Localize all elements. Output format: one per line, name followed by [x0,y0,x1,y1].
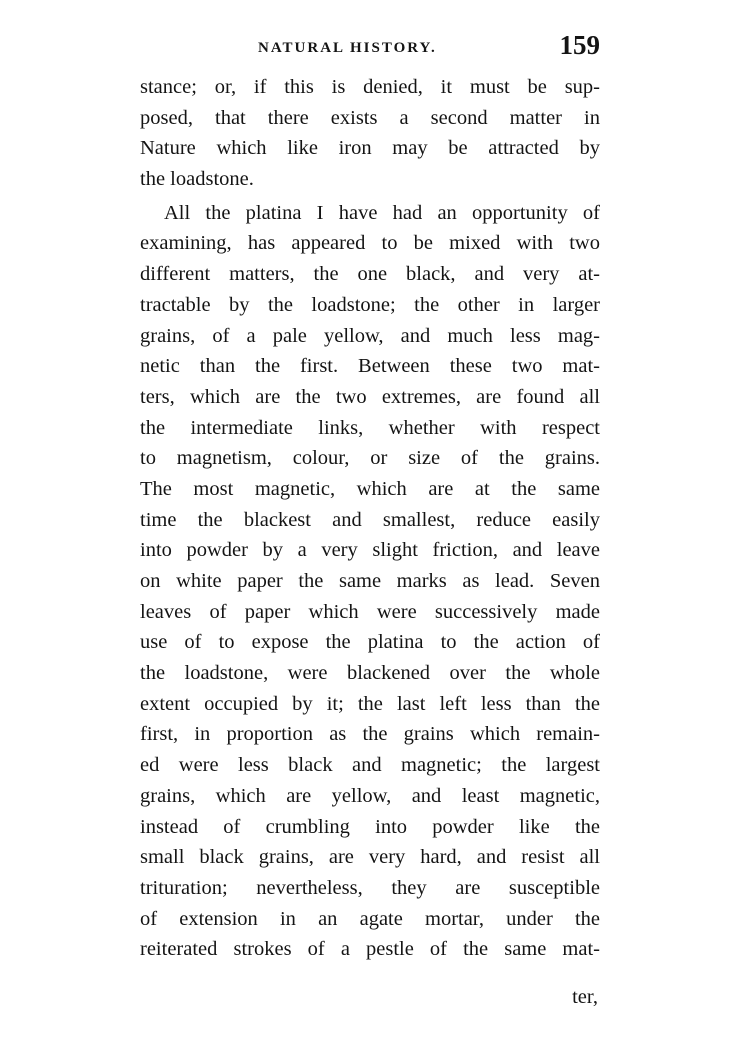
text-line: time the blackest and smallest, reduce easily [140,508,600,531]
text-line: on white paper the same marks as lead. Seven [140,570,600,592]
running-title: NATURAL HISTORY. [258,40,437,56]
text-line: posed, that there exists a second matter in [140,106,600,129]
running-head [140,30,600,66]
text-line: reiterated strokes of a pestle of the same mat- [140,938,600,961]
text-line: use of to expose the platina to the action of [140,631,600,654]
text-line: of extension in an agate mortar, under the [140,907,600,930]
text-line: All the platina I have had an opportunity of [164,201,600,224]
text-line: the loadstone. [140,168,254,191]
text-line: into powder by a very slight friction, and leave [140,539,600,562]
text-line: extent occupied by it; the last left less than the [140,692,600,715]
text-line: grains, which are yellow, and least magnetic, [140,784,600,807]
text-line: examining, has appeared to be mixed with two [140,232,600,255]
catchword: ter, [572,986,598,1008]
text-line: The most magnetic, which are at the same [140,477,600,500]
text-line: Nature which like iron may be attracted by [140,137,600,160]
text-line: the intermediate links, whether with respect [140,416,600,439]
text-line: netic than the first. Between these two mat- [140,355,600,378]
text-line: ters, which are the two extremes, are found all [140,385,600,408]
text-line: the loadstone, were blackened over the whole [140,662,600,685]
text-line: first, in proportion as the grains which remain- [140,723,600,746]
text-line: ed were less black and magnetic; the largest [140,754,600,777]
text-line: small black grains, are very hard, and resist all [140,846,600,869]
page-number: 159 [559,30,600,60]
text-line: instead of crumbling into powder like the [140,815,600,838]
text-line: leaves of paper which were successively made [140,600,600,623]
text-line: stance; or, if this is denied, it must be sup- [140,76,600,98]
text-line: grains, of a pale yellow, and much less mag- [140,324,600,347]
text-line: different matters, the one black, and very at- [140,263,600,286]
text-line: tractable by the loadstone; the other in larger [140,293,600,316]
text-line: to magnetism, colour, or size of the grains. [140,447,600,470]
text-line: trituration; nevertheless, they are susceptible [140,876,600,899]
body-text [140,72,600,965]
